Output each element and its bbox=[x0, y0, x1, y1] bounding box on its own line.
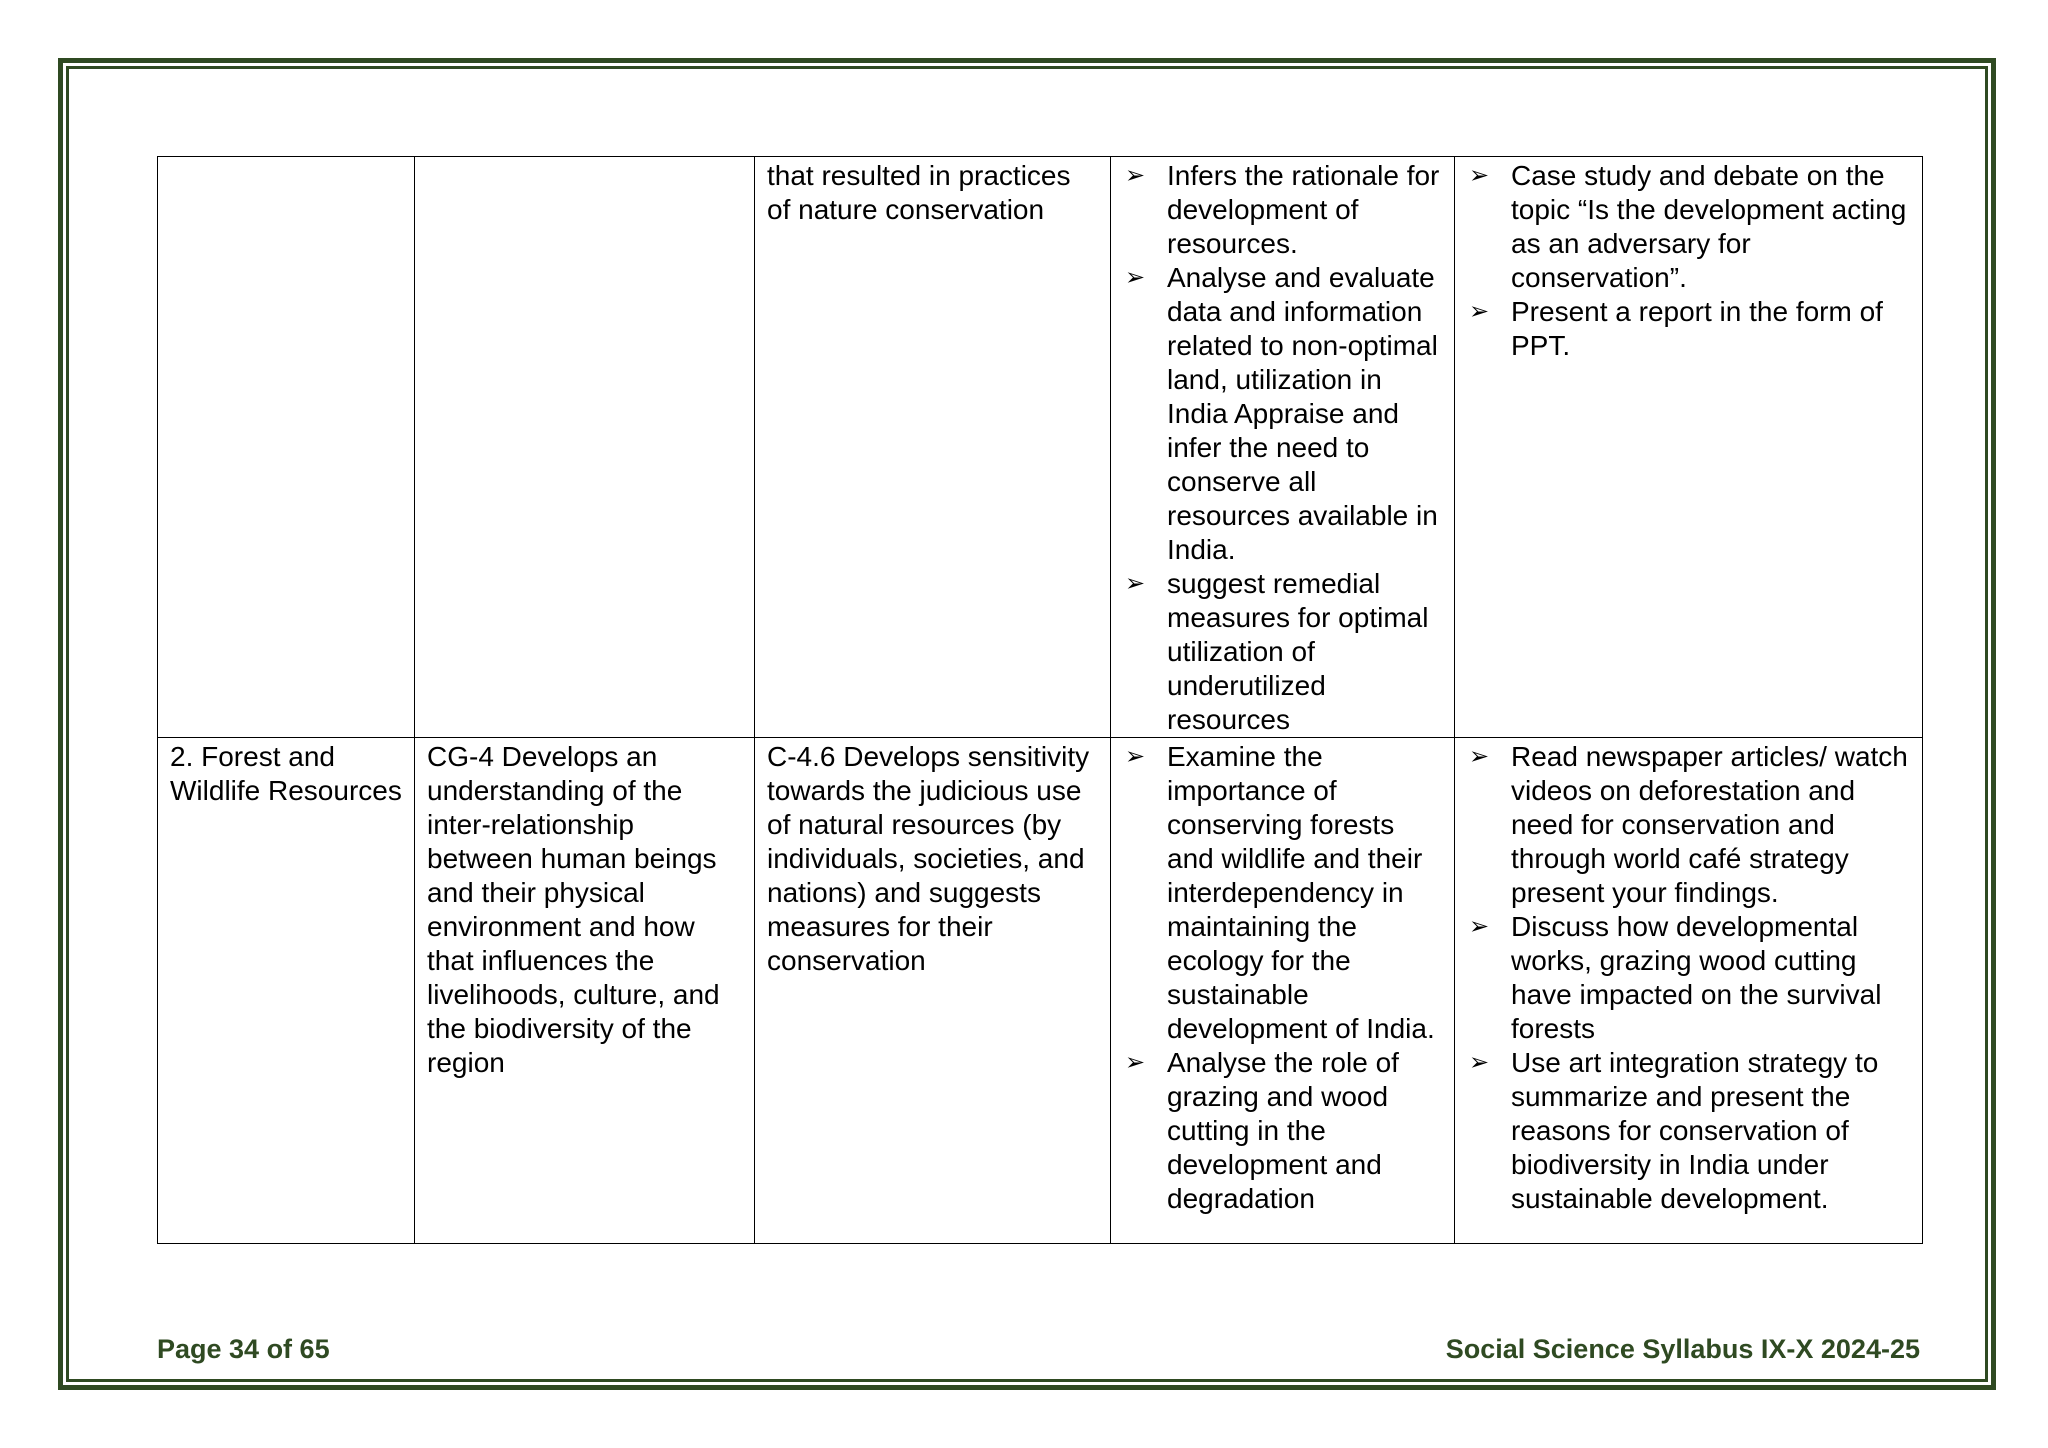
pedagogy-list bbox=[1467, 159, 1910, 363]
list-item-text: suggest remedial measures for optimal utilization of underutilized resources bbox=[1167, 568, 1429, 735]
list-item bbox=[1123, 159, 1442, 261]
curricular-goal-cell bbox=[415, 157, 755, 738]
competency-cell: C-4.6 Develops sensitivity towards the judicious use of natural resources (by individuals, societies, and nations) and suggests measures for their conservation bbox=[755, 738, 1111, 1244]
arrowhead-bullet-icon: ➢ bbox=[1469, 743, 1490, 770]
list-item-text: Use art integration strategy to summarize and present the reasons for conservation of biodiversity in India under sustainable development. bbox=[1511, 1047, 1879, 1214]
syllabus-table bbox=[157, 156, 1923, 1244]
curricular-goal-cell: CG-4 Develops an understanding of the inter-relationship between human beings and their physical environment and how that influences the livelihoods, culture, and the biodiversity of the region bbox=[415, 738, 755, 1244]
pedagogy-list bbox=[1467, 740, 1910, 1216]
list-item-text: Infers the rationale for development of resources. bbox=[1167, 160, 1440, 259]
document-title: Social Science Syllabus IX-X 2024-25 bbox=[1445, 1334, 1920, 1364]
learning-outcomes-cell bbox=[1111, 738, 1455, 1244]
list-item-text: Read newspaper articles/ watch videos on deforestation and need for conservation and through world café strategy present your findings. bbox=[1511, 741, 1908, 908]
arrowhead-bullet-icon: ➢ bbox=[1469, 162, 1490, 189]
list-item bbox=[1467, 159, 1910, 295]
list-item-text: Examine the importance of conserving forests and wildlife and their interdependency in maintaining the ecology for the sustainable development of India. bbox=[1167, 741, 1435, 1044]
list-item-text: Discuss how developmental works, grazing wood cutting have impacted on the survival forests bbox=[1511, 911, 1882, 1044]
arrowhead-bullet-icon: ➢ bbox=[1125, 743, 1146, 770]
pedagogy-cell bbox=[1455, 157, 1923, 738]
unit-cell bbox=[158, 157, 415, 738]
pedagogy-cell bbox=[1455, 738, 1923, 1244]
list-item bbox=[1123, 261, 1442, 567]
table-row bbox=[158, 157, 1923, 738]
list-item-text: Case study and debate on the topic “Is the development acting as an adversary for conservation”. bbox=[1511, 160, 1907, 293]
table-row bbox=[158, 738, 1923, 1244]
arrowhead-bullet-icon: ➢ bbox=[1469, 1049, 1490, 1076]
learning-outcomes-list bbox=[1123, 159, 1442, 737]
list-item bbox=[1123, 740, 1442, 1046]
list-item-text: Present a report in the form of PPT. bbox=[1511, 296, 1883, 361]
list-item bbox=[1123, 1046, 1442, 1216]
learning-outcomes-list bbox=[1123, 740, 1442, 1216]
arrowhead-bullet-icon: ➢ bbox=[1125, 570, 1146, 597]
arrowhead-bullet-icon: ➢ bbox=[1125, 1049, 1146, 1076]
list-item bbox=[1467, 1046, 1910, 1216]
page-number: Page 34 of 65 bbox=[157, 1334, 330, 1364]
list-item-text: Analyse and evaluate data and information related to non-optimal land, utilization in India Appraise and infer the need to conserve all resources available in India. bbox=[1167, 262, 1438, 565]
learning-outcomes-cell bbox=[1111, 157, 1455, 738]
list-item-text: Analyse the role of grazing and wood cutting in the development and degradation bbox=[1167, 1047, 1399, 1214]
unit-cell: 2. Forest and Wildlife Resources bbox=[158, 738, 415, 1244]
arrowhead-bullet-icon: ➢ bbox=[1469, 913, 1490, 940]
list-item bbox=[1467, 295, 1910, 363]
list-item bbox=[1467, 740, 1910, 910]
list-item bbox=[1467, 910, 1910, 1046]
list-item bbox=[1123, 567, 1442, 737]
competency-cell: that resulted in practices of nature conservation bbox=[755, 157, 1111, 738]
arrowhead-bullet-icon: ➢ bbox=[1469, 298, 1490, 325]
arrowhead-bullet-icon: ➢ bbox=[1125, 162, 1146, 189]
arrowhead-bullet-icon: ➢ bbox=[1125, 264, 1146, 291]
